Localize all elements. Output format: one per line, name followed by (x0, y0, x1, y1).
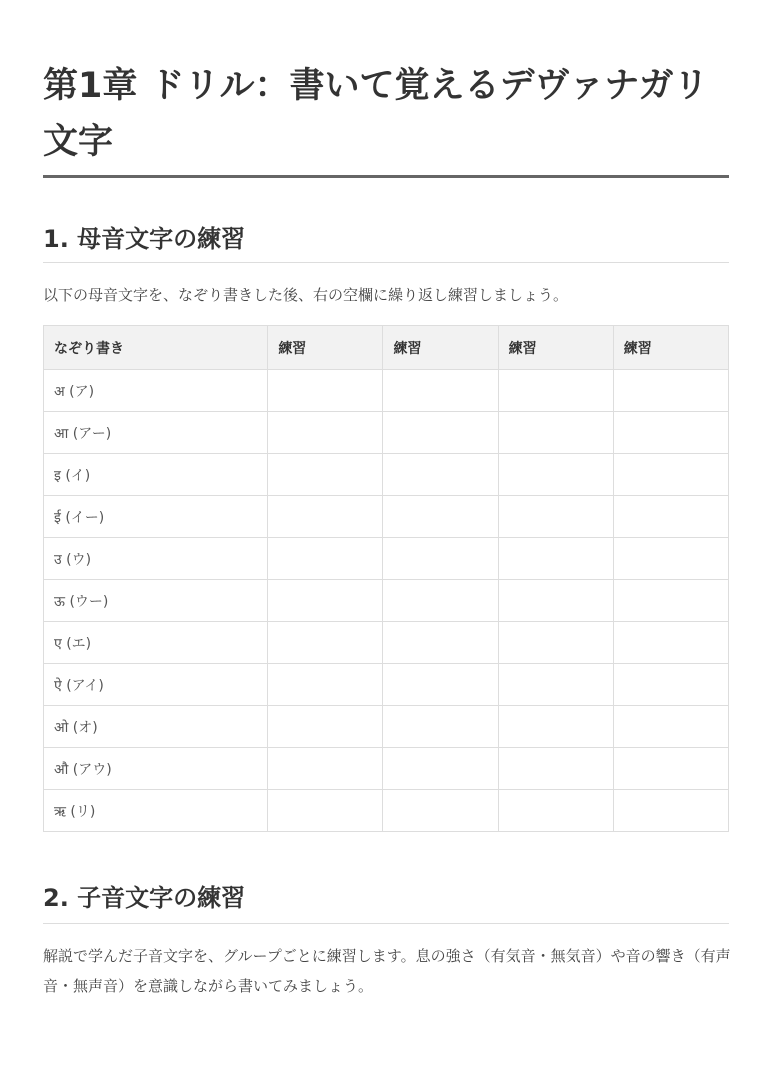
tracing-cell: ऐ (アイ) (44, 664, 268, 706)
practice-cell (268, 622, 383, 664)
section-heading-consonants: 2. 子音文字の練習 (43, 884, 246, 912)
practice-cell (383, 622, 498, 664)
tracing-cell: ओ (オ) (44, 706, 268, 748)
practice-cell (498, 706, 613, 748)
table-row (44, 664, 729, 706)
title-divider (43, 175, 729, 178)
practice-cell (383, 538, 498, 580)
practice-cell (613, 622, 728, 664)
practice-cell (268, 664, 383, 706)
practice-cell (498, 370, 613, 412)
practice-cell (268, 454, 383, 496)
table-row (44, 706, 729, 748)
column-header-practice: 練習 (498, 326, 613, 370)
column-header-tracing: なぞり書き (44, 326, 268, 370)
practice-cell (498, 622, 613, 664)
practice-cell (613, 412, 728, 454)
tracing-cell: औ (アウ) (44, 748, 268, 790)
practice-cell (613, 538, 728, 580)
section-intro-consonants: 解説で学んだ子音文字を、グループごとに練習します。息の強さ（有気音・無気音）や音の響き（有声音・無声音）を意識しながら書いてみましょう。 (43, 947, 731, 995)
table-row (44, 748, 729, 790)
section-intro-vowels: 以下の母音文字を、なぞり書きした後、右の空欄に繰り返し練習しましょう。 (43, 286, 569, 304)
practice-cell (383, 454, 498, 496)
column-header-practice: 練習 (613, 326, 728, 370)
tracing-cell: ऊ (ウー) (44, 580, 268, 622)
practice-cell (498, 790, 613, 832)
tracing-cell: आ (アー) (44, 412, 268, 454)
practice-cell (383, 706, 498, 748)
practice-cell (268, 412, 383, 454)
practice-cell (268, 538, 383, 580)
practice-cell (498, 664, 613, 706)
section-divider-consonants (43, 923, 729, 924)
practice-cell (613, 706, 728, 748)
practice-cell (268, 748, 383, 790)
table-row (44, 496, 729, 538)
practice-cell (498, 538, 613, 580)
tracing-cell: ऋ (リ) (44, 790, 268, 832)
practice-cell (613, 748, 728, 790)
practice-cell (613, 664, 728, 706)
tracing-cell: ई (イー) (44, 496, 268, 538)
tracing-cell: ए (エ) (44, 622, 268, 664)
practice-cell (613, 370, 728, 412)
practice-cell (383, 748, 498, 790)
tracing-cell: अ (ア) (44, 370, 268, 412)
practice-cell (383, 580, 498, 622)
practice-cell (613, 790, 728, 832)
practice-cell (268, 370, 383, 412)
practice-cell (268, 580, 383, 622)
section-heading-vowels: 1. 母音文字の練習 (43, 225, 246, 253)
practice-cell (498, 454, 613, 496)
table-row (44, 412, 729, 454)
practice-cell (268, 790, 383, 832)
practice-cell (498, 496, 613, 538)
practice-cell (268, 706, 383, 748)
table-row (44, 622, 729, 664)
vowel-practice-table (43, 325, 729, 832)
section-divider-vowels (43, 262, 729, 263)
table-row (44, 538, 729, 580)
column-header-practice: 練習 (383, 326, 498, 370)
tracing-cell: इ (イ) (44, 454, 268, 496)
table-row (44, 370, 729, 412)
practice-cell (498, 412, 613, 454)
page-title: 第1章 ドリル：書いて覚えるデヴァナガリ文字 (43, 66, 709, 162)
tracing-cell: उ (ウ) (44, 538, 268, 580)
table-header-row (44, 326, 729, 370)
practice-cell (613, 454, 728, 496)
practice-cell (498, 748, 613, 790)
practice-cell (383, 664, 498, 706)
practice-cell (383, 412, 498, 454)
practice-cell (383, 496, 498, 538)
practice-cell (383, 370, 498, 412)
table-row (44, 790, 729, 832)
practice-cell (498, 580, 613, 622)
practice-cell (383, 790, 498, 832)
practice-cell (268, 496, 383, 538)
practice-cell (613, 496, 728, 538)
table-row (44, 454, 729, 496)
column-header-practice: 練習 (268, 326, 383, 370)
table-row (44, 580, 729, 622)
practice-cell (613, 580, 728, 622)
